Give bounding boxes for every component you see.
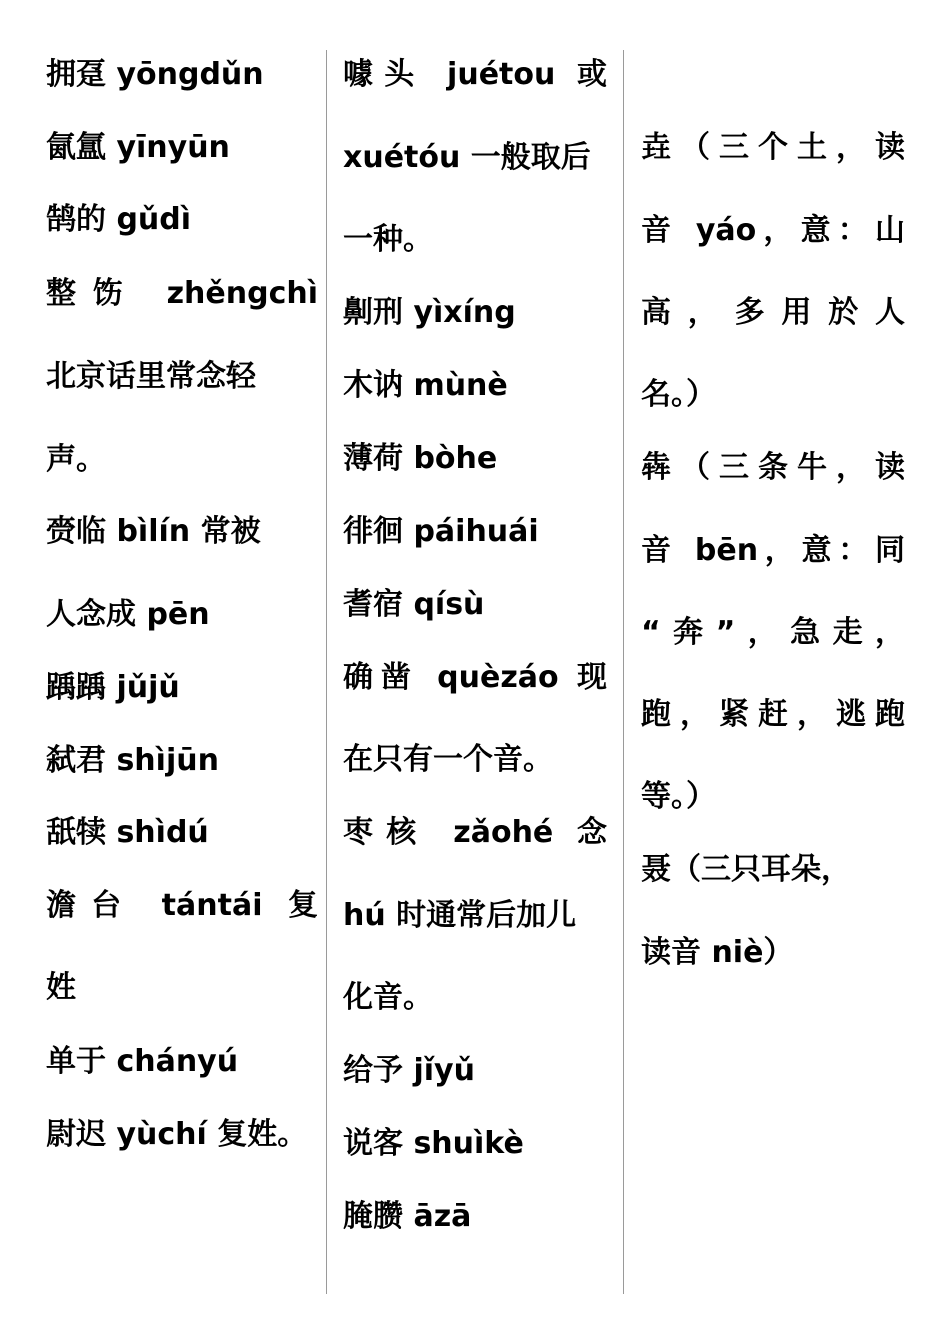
text-line: 氤氲 yīnyūn (46, 130, 230, 165)
column-divider (326, 50, 327, 1294)
text-line: 噱头 juétou 或 (343, 57, 607, 92)
text-line: “奔”，急走， (641, 615, 905, 650)
text-line: 枣核 zǎohé 念 (343, 815, 607, 850)
text-line: 跑，紧赶，逃跑 (641, 697, 905, 732)
text-line: 音 bēn，意：同 (641, 533, 905, 568)
text-line: 声。 (46, 442, 106, 477)
text-line: 化音。 (343, 980, 433, 1015)
text-line: 说客 shuìkè (343, 1126, 524, 1161)
text-line: 舐犊 shìdú (46, 815, 209, 850)
text-line: 在只有一个音。 (343, 742, 553, 777)
text-line: 腌臜 āzā (343, 1199, 472, 1234)
text-line: 读音 niè） (641, 935, 794, 970)
text-line: 等。） (641, 779, 716, 814)
text-line: 弑君 shìjūn (46, 743, 219, 778)
text-line: 名。） (641, 377, 716, 412)
text-line: 人念成 pēn (46, 597, 210, 632)
text-line: 一种。 (343, 222, 433, 257)
text-line: 单于 chányú (46, 1044, 239, 1079)
text-line: 木讷 mùnè (343, 368, 508, 403)
text-line: 拥趸 yōngdǔn (46, 57, 264, 92)
text-line: 劓刑 yìxíng (343, 295, 516, 330)
text-line: hú 时通常后加儿 (343, 898, 577, 933)
text-line: 整饬 zhěngchì (46, 276, 318, 311)
text-line: 耆宿 qísù (343, 587, 485, 622)
text-line: 姓 (46, 970, 76, 1005)
text-line: 徘徊 páihuái (343, 514, 539, 549)
text-line: 音 yáo，意：山 (641, 213, 905, 248)
text-line: xuétóu 一般取后 (343, 140, 591, 175)
text-line: 犇（三条牛，读 (641, 450, 905, 485)
text-line: 垚（三个土，读 (641, 130, 905, 165)
text-line: 高，多用於人 (641, 295, 905, 330)
text-line: 尉迟 yùchí 复姓。 (46, 1117, 308, 1152)
column-divider (623, 50, 624, 1294)
text-line: 澹台 tántái 复 (46, 888, 318, 923)
text-line: 赍临 bìlín 常被 (46, 514, 261, 549)
text-line: 北京话里常念轻 (46, 359, 256, 394)
text-line: 确凿 quèzáo 现 (343, 660, 607, 695)
text-line: 薄荷 bòhe (343, 441, 498, 476)
text-line: 给予 jǐyǔ (343, 1053, 475, 1088)
text-line: 鹄的 gǔdì (46, 202, 192, 237)
text-line: 聂（三只耳朵， (641, 852, 851, 887)
text-line: 踽踽 jǔjǔ (46, 670, 180, 705)
